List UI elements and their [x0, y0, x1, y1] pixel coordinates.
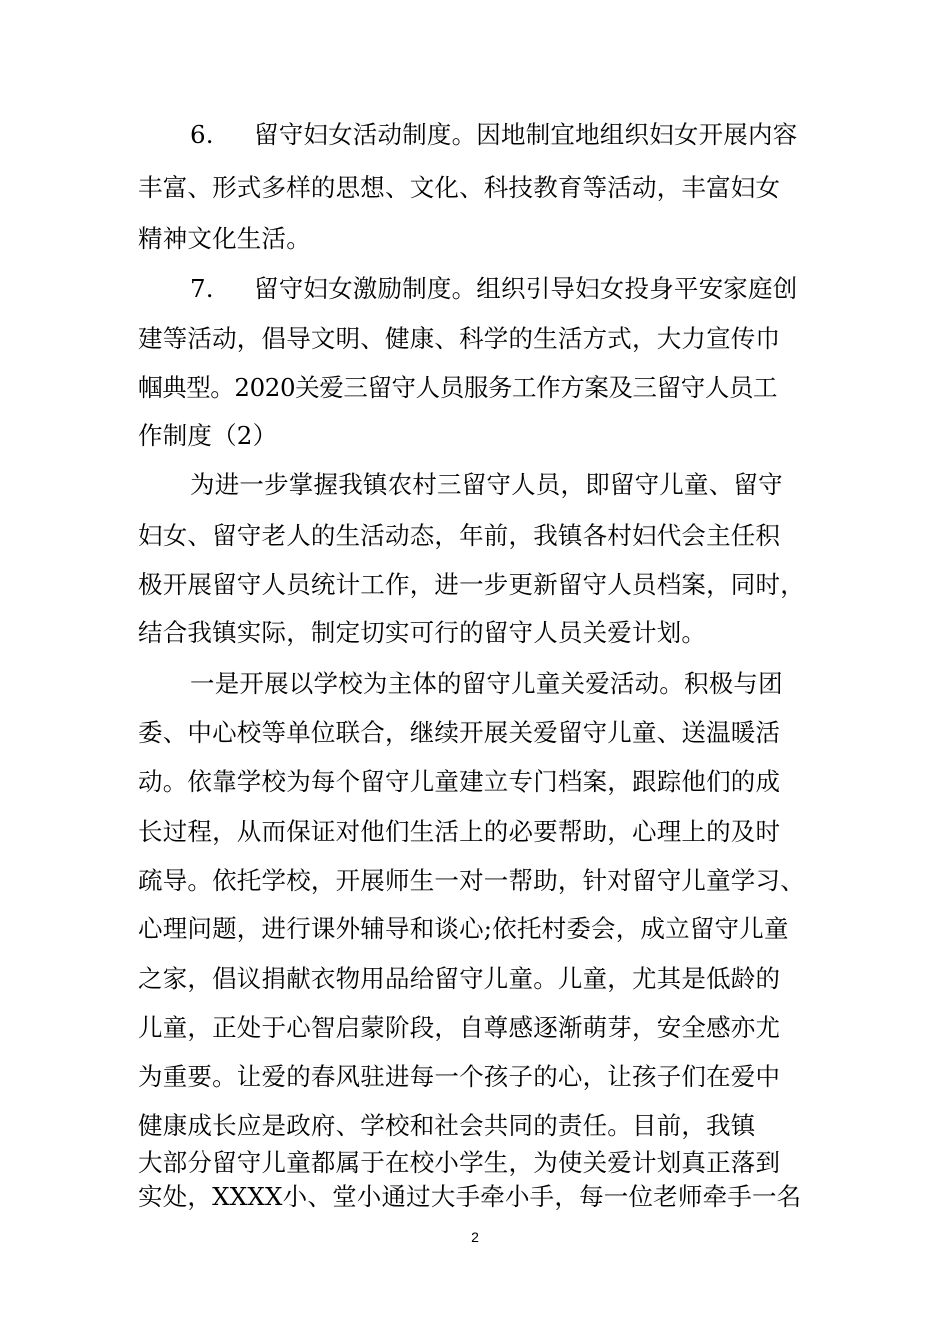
paragraph-6-line-3: 精神文化生活。	[138, 224, 311, 253]
list-number-7: 7.	[190, 274, 214, 303]
paragraph-7-line-3: 帼典型。2020关爱三留守人员服务工作方案及三留守人员工	[138, 373, 778, 402]
paragraph-4-line-1: 一是开展以学校为主体的留守儿童关爱活动。积极与团	[190, 669, 783, 698]
paragraph-4-line-10: 健康成长应是政府、学校和社会共同的责任。目前，我镇	[138, 1111, 756, 1140]
paragraph-4-line-3: 动。依靠学校为每个留守儿童建立专门档案，跟踪他们的成	[138, 767, 781, 796]
paragraph-7-line-2: 建等活动，倡导文明、健康、科学的生活方式，大力宣传巾	[138, 324, 781, 353]
list-number-6: 6.	[190, 120, 214, 149]
paragraph-4-line-12: 实处，XXXX小、堂小通过大手牵小手，每一位老师牵手一名	[138, 1182, 802, 1211]
paragraph-6-line-2: 丰富、形式多样的思想、文化、科技教育等活动，丰富妇女	[138, 173, 781, 202]
paragraph-7-text: 留守妇女激励制度。组织引导妇女投身平安家庭创	[254, 274, 798, 303]
paragraph-4-line-4: 长过程，从而保证对他们生活上的必要帮助，心理上的及时	[138, 817, 781, 846]
paragraph-4-line-2: 委、中心校等单位联合，继续开展关爱留守儿童、送温暖活	[138, 718, 781, 747]
paragraph-4-line-9: 为重要。让爱的春风驻进每一个孩子的心，让孩子们在爱中	[138, 1062, 781, 1091]
page-number: 2	[471, 1229, 479, 1245]
paragraph-7-line-4: 作制度（2）	[138, 421, 278, 450]
paragraph-3-line-2: 妇女、留守老人的生活动态，年前，我镇各村妇代会主任积	[138, 521, 781, 550]
paragraph-4-line-11: 大部分留守儿童都属于在校小学生，为使关爱计划真正落到	[138, 1148, 781, 1177]
paragraph-3-line-3: 极开展留守人员统计工作，进一步更新留守人员档案，同时，	[138, 570, 805, 599]
paragraph-4-line-7: 之家，倡议捐献衣物用品给留守儿童。儿童，尤其是低龄的	[138, 964, 781, 993]
paragraph-6-line-1	[190, 118, 818, 152]
paragraph-4-line-6: 心理问题，进行课外辅导和谈心;依托村委会，成立留守儿童	[138, 914, 789, 943]
paragraph-7-line-1	[190, 272, 818, 306]
paragraph-4-line-8: 儿童，正处于心智启蒙阶段，自尊感逐渐萌芽，安全感亦尤	[138, 1013, 781, 1042]
paragraph-4-line-5: 疏导。依托学校，开展师生一对一帮助，针对留守儿童学习、	[138, 866, 805, 895]
paragraph-3-line-1: 为进一步掌握我镇农村三留守人员，即留守儿童、留守	[190, 470, 783, 499]
paragraph-6-text: 留守妇女活动制度。因地制宜地组织妇女开展内容	[254, 120, 798, 149]
paragraph-3-line-4: 结合我镇实际，制定切实可行的留守人员关爱计划。	[138, 618, 707, 647]
